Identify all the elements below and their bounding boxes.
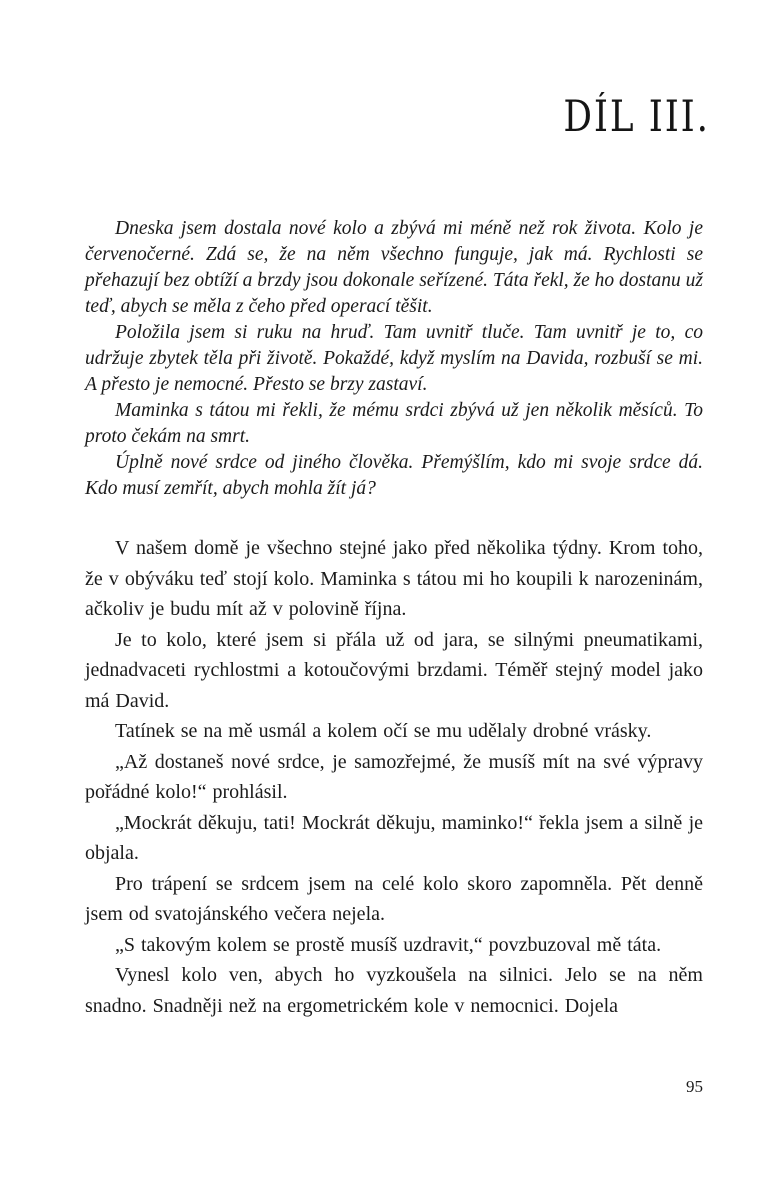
diary-paragraph: Dneska jsem dostala nové kolo a zbývá mi méně než rok života. Kolo je červenočerné. Zdá se, že na něm všechno funguje, jak má. Rychlosti se přehazují bez obtíží a brzdy jsou dokonale seřízené. Táta řekl, že ho dostanu už teď, abych se měla z čeho před operací těšit. <box>85 218 704 317</box>
diary-paragraph: Položila jsem si ruku na hruď. Tam uvnitř tluče. Tam uvnitř je to, co udržuje zbytek těla při životě. Pokaždé, když myslím na Davida, rozbuší se mi. A přesto je nemocné. Přesto se brzy zastaví. <box>85 322 703 395</box>
body-section <box>85 533 703 1021</box>
diary-section <box>85 216 703 502</box>
page-content <box>85 216 703 1021</box>
diary-paragraph: Maminka s tátou mi řekli, že mému srdci zbývá už jen několik měsíců. To proto čekám na smrt. <box>85 400 703 447</box>
body-paragraph: Je to kolo, které jsem si přála už od jara, se silnými pneumatikami, jednadvaceti rychlostmi a kotoučovými brzdami. Téměř stejný model jako má David. <box>85 628 703 712</box>
body-paragraph: „Mockrát děkuju, tati! Mockrát děkuju, maminko!“ řekla jsem a silně je objala. <box>85 811 703 864</box>
page-number: 95 <box>686 1077 703 1096</box>
body-paragraph: Tatínek se na mě usmál a kolem očí se mu udělaly drobné vrásky. <box>115 720 652 742</box>
chapter-heading: DÍL III. <box>563 92 710 142</box>
diary-paragraph: Úplně nové srdce od jiného člověka. Přemýšlím, kdo mi svoje srdce dá. Kdo musí zemřít, abych mohla žít já? <box>85 452 703 499</box>
body-paragraph: „Až dostaneš nové srdce, je samozřejmé, že musíš mít na své výpravy pořádné kolo!“ prohlásil. <box>85 750 703 803</box>
body-paragraph: V našem domě je všechno stejné jako před několika týdny. Krom toho, že v obýváku teď stojí kolo. Maminka s tátou mi ho koupili k narozeninám, ačkoliv je budu mít až v polovině října. <box>85 537 703 620</box>
body-paragraph: Vynesl kolo ven, abych ho vyzkoušela na silnici. Jelo se na něm snadno. Snadněji než na ergometrickém kole v nemocnici. Dojela <box>85 964 703 1017</box>
body-paragraph: „S takovým kolem se prostě musíš uzdravit,“ povzbuzoval mě táta. <box>115 933 662 956</box>
body-paragraph: Pro trápení se srdcem jsem na celé kolo skoro zapomněla. Pět denně jsem od svatojánského večera nejela. <box>85 872 703 925</box>
